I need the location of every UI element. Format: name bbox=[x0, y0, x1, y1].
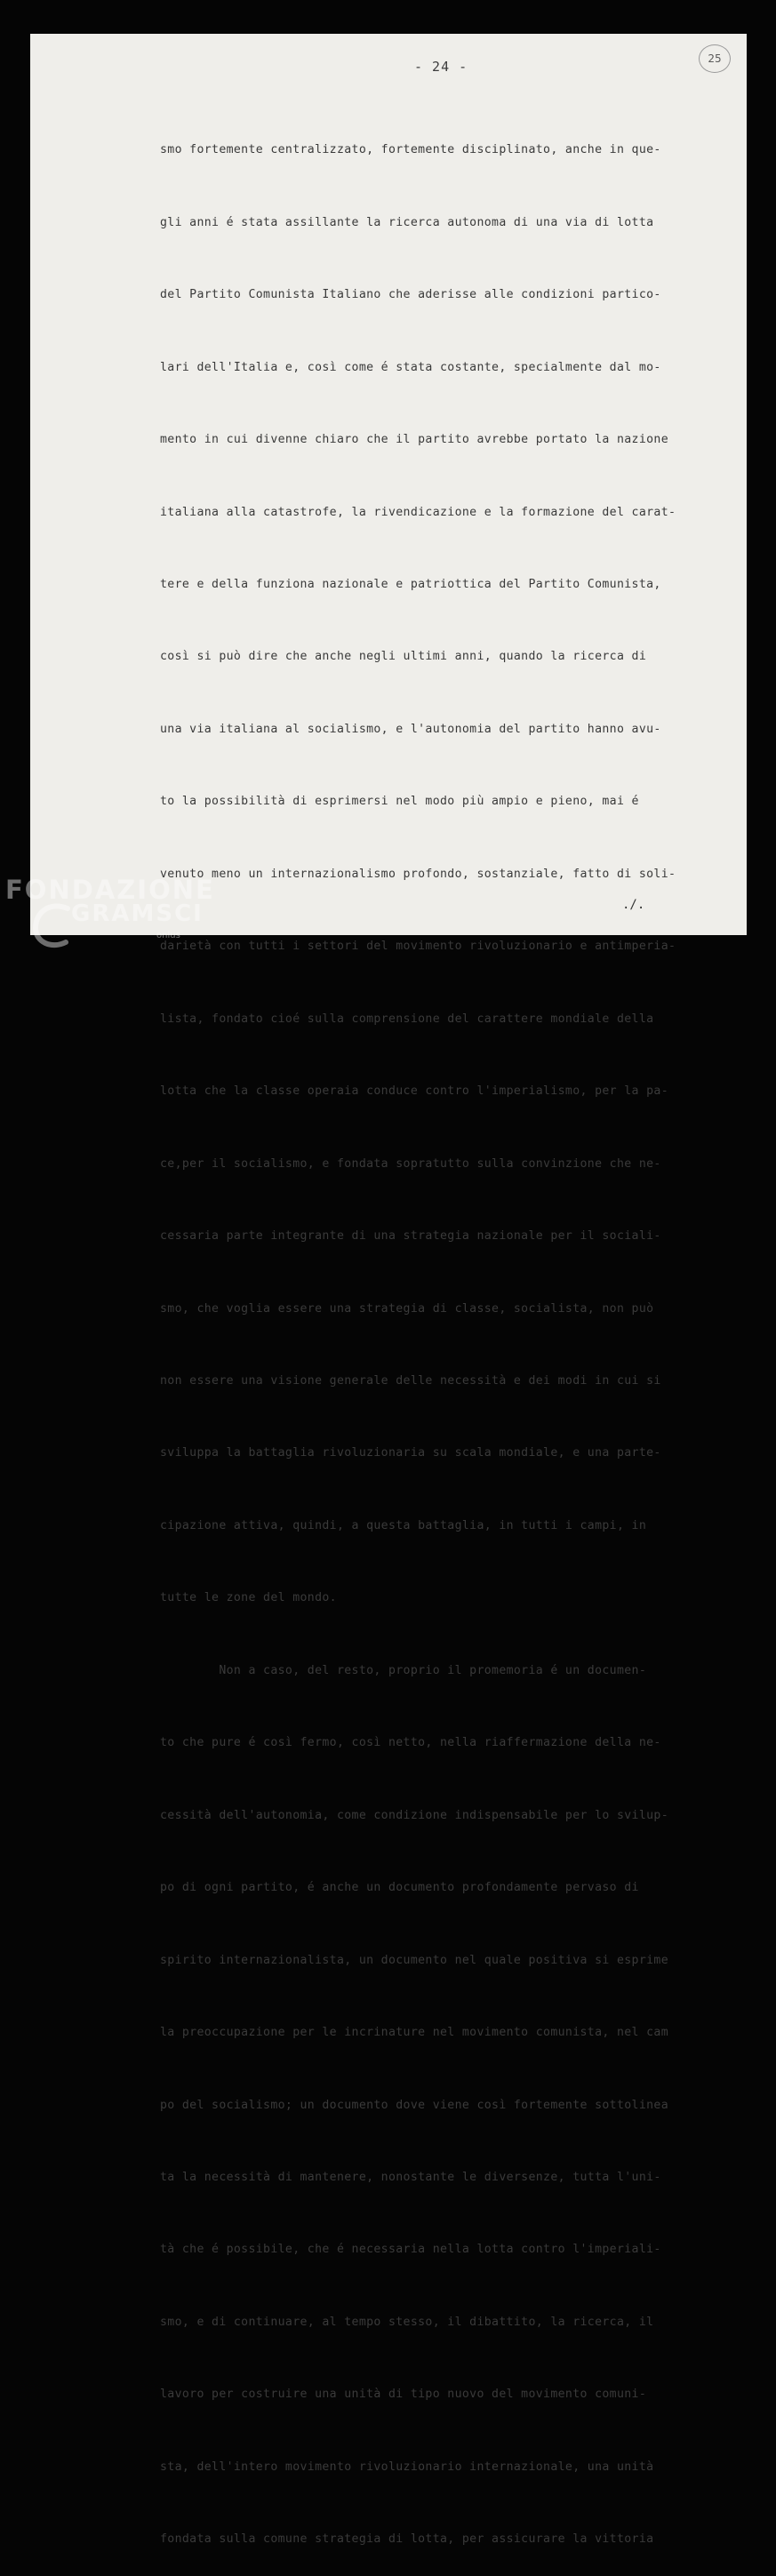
text-line: cessità dell'autonomia, come condizione indispensabile per lo svilup- bbox=[160, 1808, 668, 1822]
text-line: tutte le zone del mondo. bbox=[160, 1591, 337, 1605]
text-line: del Partito Comunista Italiano che aderisse alle condizioni partico- bbox=[160, 288, 661, 302]
text-line: ce,per il socialismo, e fondata sopratutto sulla convinzione che ne- bbox=[160, 1156, 661, 1171]
text-line: tere e della funziona nazionale e patriottica del Partito Comunista, bbox=[160, 578, 661, 592]
paragraph-start-line: Non a caso, del resto, proprio il promemoria é un documen- bbox=[160, 1663, 647, 1677]
watermark-line-gramsci: GRAMSCI bbox=[71, 900, 204, 927]
text-line: lotta che la classe operaia conduce contro l'imperialismo, per la pa- bbox=[160, 1084, 668, 1099]
document-body bbox=[160, 90, 747, 2576]
page-stamp: 25 bbox=[699, 44, 731, 73]
text-line: spirito internazionalista, un documento nel quale positiva si esprime bbox=[160, 1953, 668, 1967]
text-line: così si può dire che anche negli ultimi anni, quando la ricerca di bbox=[160, 650, 647, 664]
text-line: cipazione attiva, quindi, a questa battaglia, in tutti i campi, in bbox=[160, 1518, 647, 1532]
text-line: smo, e di continuare, al tempo stesso, il dibattito, la ricerca, il bbox=[160, 2315, 654, 2329]
text-line: gli anni é stata assillante la ricerca autonoma di una via di lotta bbox=[160, 215, 654, 229]
watermark-line-onlus: onlus bbox=[156, 931, 180, 940]
text-line: darietà con tutti i settori del movimento rivoluzionario e antimperia- bbox=[160, 940, 676, 954]
text-line: tà che é possibile, che é necessaria nella lotta contro l'imperiali- bbox=[160, 2243, 661, 2257]
text-line: ta la necessità di mantenere, nonostante le diversenze, tutta l'uni- bbox=[160, 2171, 661, 2184]
text-line: po del socialismo; un documento dove viene così fortemente sottolinea bbox=[160, 2098, 668, 2112]
text-line: cessaria parte integrante di una strategia nazionale per il sociali- bbox=[160, 1229, 661, 1244]
text-line: una via italiana al socialismo, e l'autonomia del partito hanno avu- bbox=[160, 722, 661, 736]
text-line: la preoccupazione per le incrinature nel movimento comunista, nel cam bbox=[160, 2026, 668, 2040]
text-line: smo, che voglia essere una strategia di classe, socialista, non può bbox=[160, 1301, 654, 1316]
text-line: lavoro per costruire una unità di tipo nuovo del movimento comuni- bbox=[160, 2388, 647, 2402]
text-line: fondata sulla comune strategia di lotta, per assicurare la vittoria bbox=[160, 2532, 654, 2547]
text-line: sviluppa la battaglia rivoluzionaria su scala mondiale, e una parte- bbox=[160, 1446, 661, 1460]
text-line: smo fortemente centralizzato, fortemente disciplinato, anche in que- bbox=[160, 143, 661, 157]
text-line: po di ogni partito, é anche un documento profondamente pervaso di bbox=[160, 1881, 639, 1895]
text-line: non essere una visione generale delle necessità e dei modi in cui si bbox=[160, 1374, 661, 1388]
text-line: mento in cui divenne chiaro che il partito avrebbe portato la nazione bbox=[160, 433, 668, 447]
text-line: venuto meno un internazionalismo profondo, sostanziale, fatto di soli- bbox=[160, 867, 676, 881]
text-line: sta, dell'intero movimento rivoluzionario internazionale, una unità bbox=[160, 2460, 654, 2474]
page-number: - 24 - bbox=[414, 59, 468, 75]
text-line: to che pure é così fermo, così netto, nella riaffermazione della ne- bbox=[160, 1736, 661, 1750]
text-line: italiana alla catastrofe, la rivendicazione e la formazione del carat- bbox=[160, 505, 676, 519]
continuation-mark: ./. bbox=[622, 898, 645, 912]
watermark-line-fondazione: FONDAZIONE bbox=[5, 875, 215, 905]
text-line: lista, fondato cioé sulla comprensione del carattere mondiale della bbox=[160, 1012, 654, 1026]
text-line: lari dell'Italia e, così come é stata costante, specialmente dal mo- bbox=[160, 360, 661, 374]
text-line: to la possibilità di esprimersi nel modo più ampio e pieno, mai é bbox=[160, 795, 639, 809]
